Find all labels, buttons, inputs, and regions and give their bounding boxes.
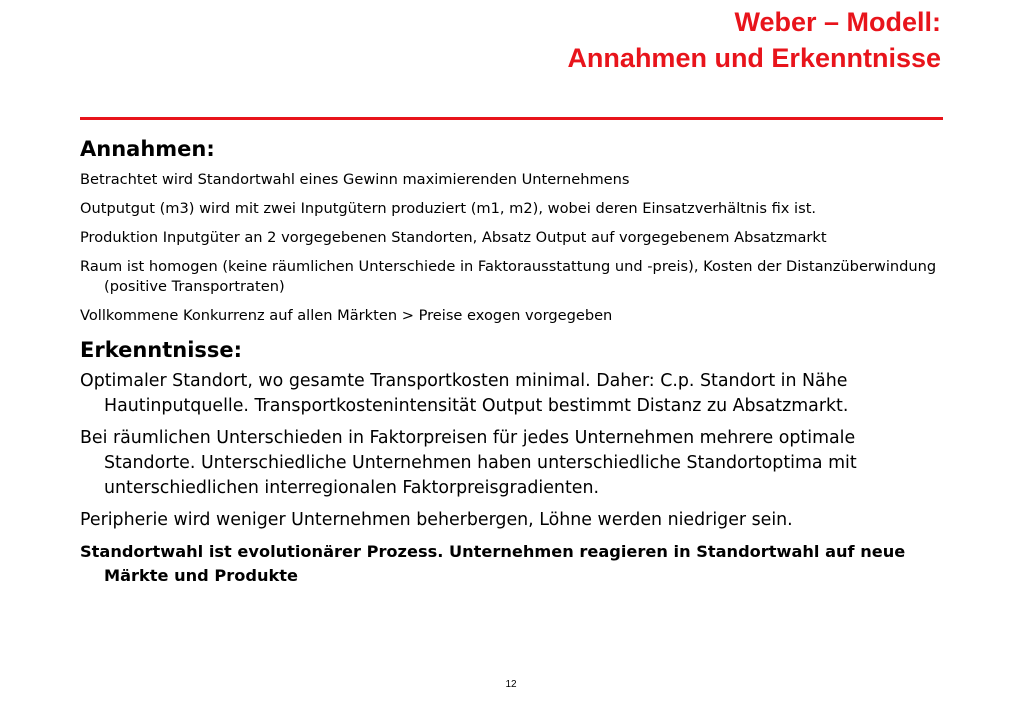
slide-title [567,4,941,76]
erkenntnisse-item-emphasis: Standortwahl ist evolutionärer Prozess. Unternehmen reagieren in Standortwahl auf neue Märkte und Produkte [80,542,906,585]
annahmen-item: Raum ist homogen (keine räumlichen Unterschiede in Faktorausstattung und -preis), Kosten der Distanzüberwindung (positive Transportraten) [80,258,937,295]
erkenntnisse-heading: Erkenntnisse: [80,338,243,362]
annahmen-item: Vollkommene Konkurrenz auf allen Märkten > Preise exogen vorgegeben [80,307,613,324]
slide-title-line-2: Annahmen und Erkenntnisse [567,43,941,73]
annahmen-heading: Annahmen: [80,137,215,161]
annahmen-item: Outputgut (m3) wird mit zwei Inputgütern produziert (m1, m2), wobei deren Einsatzverhältnis fix ist. [80,200,817,217]
page-number: 12 [505,679,517,690]
erkenntnisse-item: Optimaler Standort, wo gesamte Transportkosten minimal. Daher: C.p. Standort in Nähe Hautinputquelle. Transportkostenintensität Output bestimmt Distanz zu Absatzmarkt. [80,371,849,416]
annahmen-item: Betrachtet wird Standortwahl eines Gewinn maximierenden Unternehmens [80,171,630,188]
slide-body [80,134,950,595]
title-divider [80,117,943,120]
erkenntnisse-item: Peripherie wird weniger Unternehmen beherbergen, Löhne werden niedriger sein. [80,510,793,530]
slide-title-line-1: Weber – Modell: [734,7,941,37]
erkenntnisse-item: Bei räumlichen Unterschieden in Faktorpreisen für jedes Unternehmen mehrere optimale Standorte. Unterschiedliche Unternehmen haben unterschiedliche Standortoptima mit unterschiedlichen interregionalen Faktorpreisgradienten. [80,428,857,498]
annahmen-item: Produktion Inputgüter an 2 vorgegebenen Standorten, Absatz Output auf vorgegebenem Absatzmarkt [80,229,827,246]
